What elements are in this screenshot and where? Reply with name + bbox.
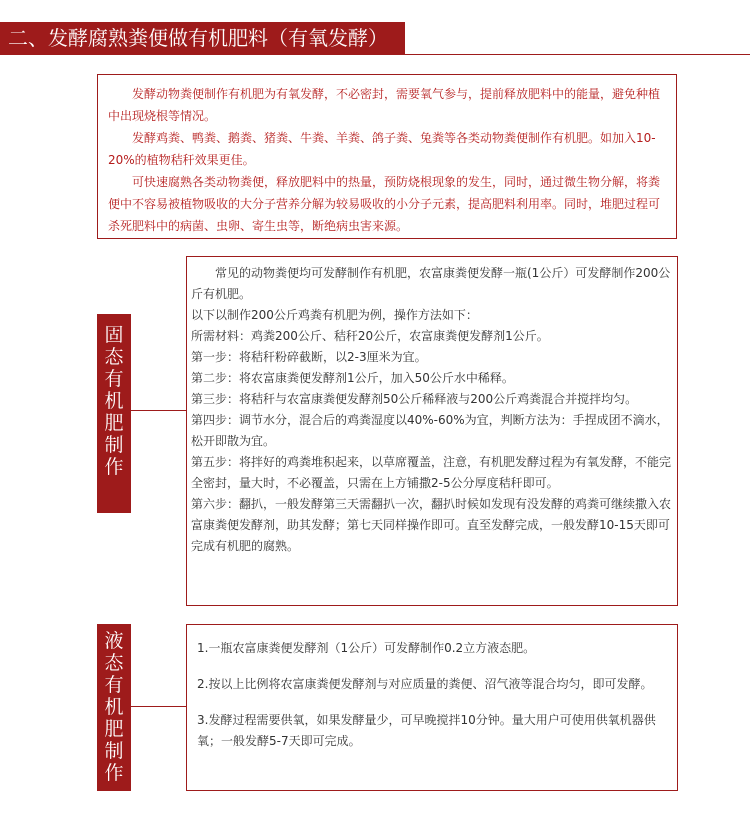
tab-label-char: 态 [104, 346, 124, 368]
liquid-item-1: 1.一瓶农富康粪便发酵剂（1公斤）可发酵制作0.2立方液态肥。 [197, 641, 536, 655]
liquid-fertilizer-tab [97, 624, 131, 791]
tab-label-char: 机 [104, 390, 124, 412]
solid-intro-line: 常见的动物粪便均可发酵制作有机肥，农富康粪便发酵一瓶(1公斤）可发酵制作200公斤有机肥。 [191, 266, 671, 301]
tab-label-char: 肥 [104, 412, 124, 434]
solid-step-3: 第三步：将秸秆与农富康粪便发酵剂50公斤稀释液与200公斤鸡粪混合并搅拌均匀。 [191, 392, 638, 406]
liquid-fertilizer-box [186, 624, 678, 791]
tab-label-char: 有 [104, 368, 124, 390]
title-underline [405, 54, 750, 55]
tab-label-char: 机 [104, 696, 124, 718]
tab-label-char: 固 [104, 324, 124, 346]
tab-label-char: 作 [104, 456, 124, 478]
solid-example-line: 以下以制作200公斤鸡粪有机肥为例，操作方法如下： [191, 308, 478, 322]
tab-label-char: 有 [104, 674, 124, 696]
solid-step-1: 第一步：将秸秆粉碎截断，以2-3厘米为宜。 [191, 350, 427, 364]
solid-connector-line [131, 410, 186, 411]
liquid-connector-line [131, 706, 186, 707]
liquid-item-3: 3.发酵过程需要供氧，如果发酵量少，可早晚搅拌10分钟。量大用户可使用供氧机器供氧；一般发酵5-7天即可完成。 [197, 713, 656, 748]
section-title: 二、发酵腐熟粪便做有机肥料（有氧发酵） [0, 22, 405, 55]
intro-paragraph-2: 发酵鸡粪、鸭粪、鹅粪、猪粪、牛粪、羊粪、鸽子粪、兔粪等各类动物粪便制作有机肥。如加入10-20%的植物秸秆效果更佳。 [108, 131, 656, 167]
solid-step-2: 第二步：将农富康粪便发酵剂1公斤，加入50公斤水中稀释。 [191, 371, 514, 385]
tab-label-char: 态 [104, 652, 124, 674]
intro-box [97, 74, 677, 239]
intro-paragraph-3: 可快速腐熟各类动物粪便，释放肥料中的热量，预防烧根现象的发生，同时，通过微生物分解，将粪便中不容易被植物吸收的大分子营养分解为较易吸收的小分子元素，提高肥料利用率。同时，堆肥过程可杀死肥料中的病菌、虫卵、寄生虫等，断绝病虫害来源。 [108, 175, 661, 233]
tab-label-char: 制 [104, 434, 124, 456]
tab-label-char: 肥 [104, 718, 124, 740]
solid-fertilizer-tab [97, 314, 131, 513]
tab-label-char: 液 [104, 630, 124, 652]
solid-step-6: 第六步：翻扒，一般发酵第三天需翻扒一次，翻扒时候如发现有没发酵的鸡粪可继续撒入农富康粪便发酵剂，助其发酵；第七天同样操作即可。直至发酵完成，一般发酵10-15天即可完成有机肥的腐熟。 [191, 497, 672, 553]
solid-fertilizer-box [186, 256, 678, 606]
tab-label-char: 制 [104, 740, 124, 762]
liquid-item-2: 2.按以上比例将农富康粪便发酵剂与对应质量的粪便、沼气液等混合均匀，即可发酵。 [197, 677, 653, 691]
solid-materials-line: 所需材料：鸡粪200公斤、秸秆20公斤，农富康粪便发酵剂1公斤。 [191, 329, 549, 343]
intro-paragraph-1: 发酵动物粪便制作有机肥为有氧发酵，不必密封，需要氧气参与，提前释放肥料中的能量，避免种植中出现烧根等情况。 [108, 87, 661, 123]
solid-step-5: 第五步：将拌好的鸡粪堆积起来，以草席覆盖，注意，有机肥发酵过程为有氧发酵，不能完全密封，量大时，不必覆盖，只需在上方铺撒2-5公分厚度秸秆即可。 [191, 455, 672, 490]
solid-step-4: 第四步：调节水分，混合后的鸡粪湿度以40%-60%为宜，判断方法为：手捏成团不滴水，松开即散为宜。 [191, 413, 669, 448]
tab-label-char: 作 [104, 762, 124, 784]
